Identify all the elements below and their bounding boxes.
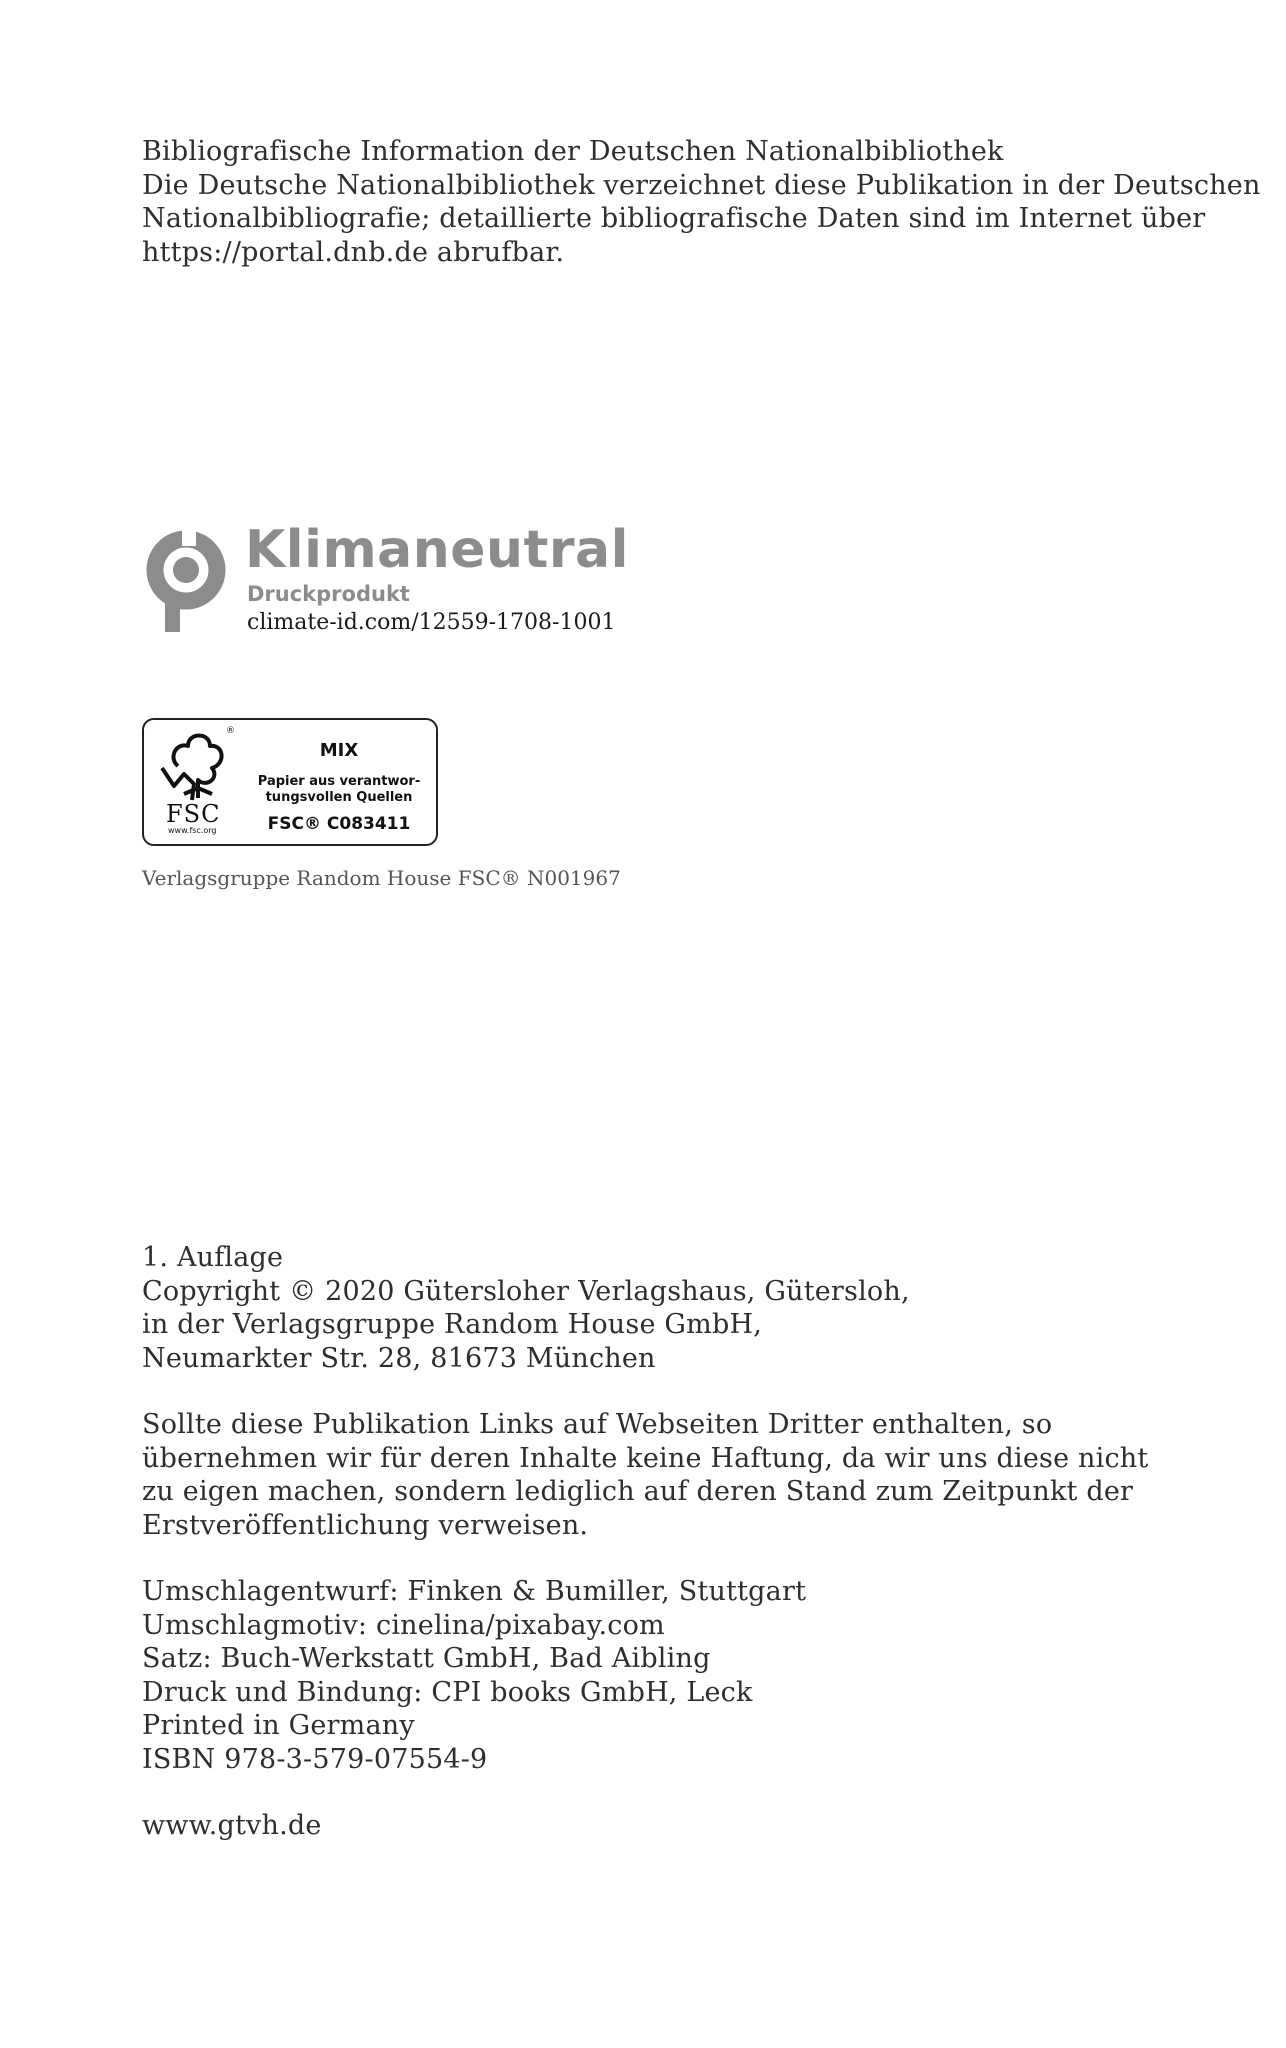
disclaimer-line: Sollte diese Publikation Links auf Webseiten Dritter enthalten, so	[142, 1409, 1053, 1440]
fsc-description-line: Papier aus verantwor-	[257, 774, 421, 789]
climate-id-icon	[142, 526, 232, 634]
credit-line: Druck und Bindung: CPI books GmbH, Leck	[142, 1676, 753, 1708]
credit-line: Umschlagmotiv: cinelina/pixabay.com	[142, 1609, 665, 1641]
bibliographic-line: Bibliografische Information der Deutschen Nationalbibliothek	[142, 136, 1004, 167]
fsc-description	[244, 774, 434, 806]
imprint	[142, 1241, 910, 1375]
fsc-logo-word: FSC	[166, 800, 221, 828]
imprint-line: in der Verlagsgruppe Random House GmbH,	[142, 1309, 762, 1340]
credit-line: Satz: Buch-Werkstatt GmbH, Bad Aibling	[142, 1643, 711, 1674]
climate-logo-subtitle: Druckprodukt	[247, 582, 410, 606]
bibliographic-line: https://portal.dnb.de abrufbar.	[142, 236, 565, 268]
climate-neutral-logo	[142, 520, 629, 646]
credit-line: Printed in Germany	[142, 1710, 415, 1741]
disclaimer-line: Erstveröffentlichung verweisen.	[142, 1509, 589, 1541]
isbn: ISBN 978-3-579-07554-9	[142, 1743, 488, 1775]
fsc-registered-mark: ®	[226, 726, 235, 736]
links-disclaimer	[142, 1408, 1148, 1542]
fsc-tree-icon	[154, 728, 228, 808]
production-credits	[142, 1575, 806, 1776]
bibliographic-info	[142, 135, 1261, 269]
fsc-mix-label: MIX	[319, 740, 359, 761]
fsc-label	[142, 718, 438, 846]
disclaimer-line: zu eigen machen, sondern lediglich auf deren Stand zum Zeitpunkt der	[142, 1476, 1134, 1507]
imprint-line: Copyright © 2020 Gütersloher Verlagshaus, Gütersloh,	[142, 1275, 910, 1307]
publisher-website: www.gtvh.de	[142, 1810, 322, 1841]
imprint-line: Neumarkter Str. 28, 81673 München	[142, 1342, 656, 1374]
disclaimer-line: übernehmen wir für deren Inhalte keine Haftung, da wir uns diese nicht	[142, 1442, 1149, 1474]
climate-logo-title: Klimaneutral	[245, 520, 629, 580]
bibliographic-line: Die Deutsche Nationalbibliothek verzeichnet diese Publikation in der Deutschen	[142, 169, 1261, 201]
imprint-line: 1. Auflage	[142, 1242, 284, 1273]
climate-id-url: climate-id.com/12559-1708-1001	[247, 610, 616, 635]
fsc-website: www.fsc.org	[168, 826, 217, 835]
fsc-caption: Verlagsgruppe Random House FSC® N001967	[142, 866, 621, 890]
fsc-description-line: tungsvollen Quellen	[265, 790, 413, 805]
credit-line: Umschlagentwurf: Finken & Bumiller, Stuttgart	[142, 1576, 807, 1607]
fsc-license-code: FSC® C083411	[267, 814, 411, 834]
bibliographic-line: Nationalbibliografie; detaillierte bibliografische Daten sind im Internet über	[142, 203, 1206, 234]
